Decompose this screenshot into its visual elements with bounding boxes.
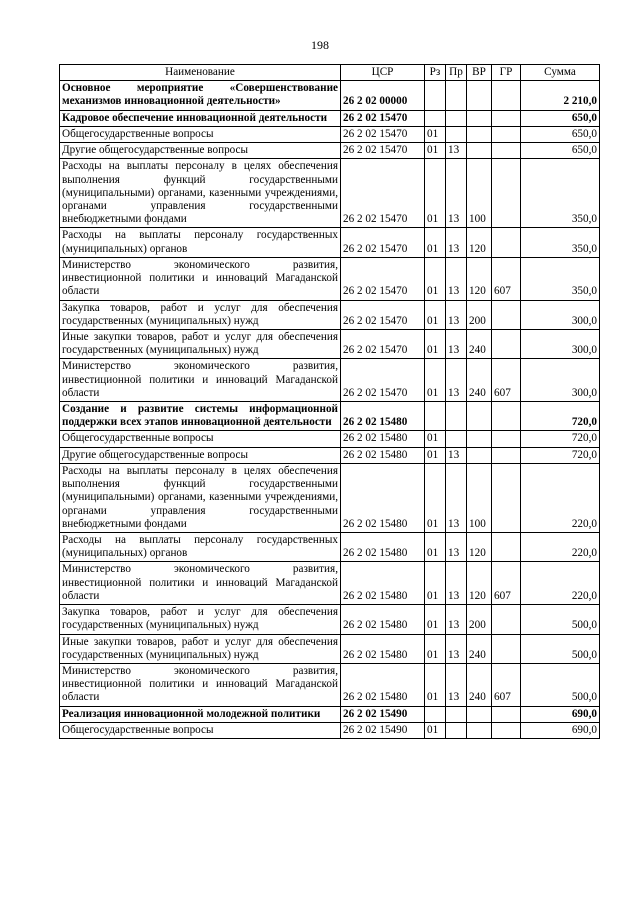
cell-vr <box>467 722 492 738</box>
cell-vr: 200 <box>467 605 492 634</box>
cell-gr <box>492 706 521 722</box>
cell-sum: 720,0 <box>521 431 600 447</box>
cell-name: Кадровое обеспечение инновационной деятельности <box>60 110 341 126</box>
table-row <box>60 402 600 431</box>
cell-csr: 26 2 02 15480 <box>341 634 425 663</box>
cell-sum: 500,0 <box>521 663 600 706</box>
cell-sum: 220,0 <box>521 562 600 605</box>
cell-gr: 607 <box>492 562 521 605</box>
cell-vr: 240 <box>467 634 492 663</box>
cell-csr: 26 2 02 15470 <box>341 329 425 358</box>
cell-rz: 01 <box>425 228 446 257</box>
cell-rz: 01 <box>425 431 446 447</box>
budget-table <box>59 64 600 739</box>
cell-gr <box>492 110 521 126</box>
cell-gr <box>492 533 521 562</box>
cell-csr: 26 2 02 15480 <box>341 562 425 605</box>
cell-name: Иные закупки товаров, работ и услуг для обеспечения государственных (муниципальных) нужд <box>60 329 341 358</box>
cell-vr: 240 <box>467 329 492 358</box>
cell-pr <box>446 402 467 431</box>
cell-vr <box>467 81 492 110</box>
cell-vr: 240 <box>467 663 492 706</box>
cell-gr <box>492 81 521 110</box>
cell-sum: 720,0 <box>521 447 600 463</box>
cell-gr <box>492 402 521 431</box>
table-row <box>60 663 600 706</box>
cell-csr: 26 2 02 00000 <box>341 81 425 110</box>
cell-sum: 220,0 <box>521 463 600 532</box>
cell-csr: 26 2 02 15480 <box>341 447 425 463</box>
cell-pr: 13 <box>446 300 467 329</box>
cell-csr: 26 2 02 15470 <box>341 257 425 300</box>
cell-pr: 13 <box>446 228 467 257</box>
header-gr: ГР <box>492 65 521 81</box>
cell-vr: 120 <box>467 533 492 562</box>
cell-vr <box>467 706 492 722</box>
cell-csr: 26 2 02 15480 <box>341 533 425 562</box>
cell-gr <box>492 634 521 663</box>
cell-csr: 26 2 02 15470 <box>341 126 425 142</box>
table-row <box>60 605 600 634</box>
cell-rz: 01 <box>425 722 446 738</box>
cell-pr: 13 <box>446 562 467 605</box>
cell-pr <box>446 431 467 447</box>
cell-pr: 13 <box>446 329 467 358</box>
cell-gr <box>492 329 521 358</box>
cell-vr: 200 <box>467 300 492 329</box>
cell-vr: 120 <box>467 228 492 257</box>
cell-csr: 26 2 02 15470 <box>341 300 425 329</box>
cell-gr <box>492 143 521 159</box>
cell-csr: 26 2 02 15480 <box>341 605 425 634</box>
table-row <box>60 562 600 605</box>
cell-pr <box>446 110 467 126</box>
table-row <box>60 257 600 300</box>
cell-pr <box>446 81 467 110</box>
table-row <box>60 300 600 329</box>
cell-name: Расходы на выплаты персоналу в целях обеспечения выполнения функций государственными (муниципальными) органами, казенными учреждениями, органами управления государственными внебюджетными фондами <box>60 463 341 532</box>
cell-csr: 26 2 02 15470 <box>341 110 425 126</box>
cell-sum: 220,0 <box>521 533 600 562</box>
cell-name: Расходы на выплаты персоналу государственных (муниципальных) органов <box>60 228 341 257</box>
cell-rz: 01 <box>425 605 446 634</box>
cell-sum: 720,0 <box>521 402 600 431</box>
header-name: Наименование <box>60 65 341 81</box>
cell-csr: 26 2 02 15480 <box>341 463 425 532</box>
cell-gr <box>492 722 521 738</box>
cell-pr: 13 <box>446 605 467 634</box>
header-csr: ЦСР <box>341 65 425 81</box>
cell-sum: 300,0 <box>521 329 600 358</box>
cell-vr <box>467 402 492 431</box>
cell-pr: 13 <box>446 533 467 562</box>
cell-vr <box>467 110 492 126</box>
cell-vr: 100 <box>467 463 492 532</box>
table-row <box>60 447 600 463</box>
cell-csr: 26 2 02 15480 <box>341 663 425 706</box>
cell-gr <box>492 431 521 447</box>
cell-gr: 607 <box>492 359 521 402</box>
cell-vr: 120 <box>467 562 492 605</box>
table-row <box>60 110 600 126</box>
header-sum: Сумма <box>521 65 600 81</box>
page-number: 198 <box>311 38 329 52</box>
cell-name: Расходы на выплаты персоналу государственных (муниципальных) органов <box>60 533 341 562</box>
cell-name: Закупка товаров, работ и услуг для обеспечения государственных (муниципальных) нужд <box>60 605 341 634</box>
cell-sum: 2 210,0 <box>521 81 600 110</box>
cell-name: Общегосударственные вопросы <box>60 722 341 738</box>
cell-gr <box>492 228 521 257</box>
table-row <box>60 359 600 402</box>
cell-vr: 240 <box>467 359 492 402</box>
cell-pr: 13 <box>446 447 467 463</box>
cell-rz <box>425 402 446 431</box>
cell-gr <box>492 159 521 228</box>
cell-gr <box>492 300 521 329</box>
cell-name: Реализация инновационной молодежной политики <box>60 706 341 722</box>
header-vr: ВР <box>467 65 492 81</box>
header-rz: Рз <box>425 65 446 81</box>
cell-sum: 300,0 <box>521 359 600 402</box>
cell-name: Расходы на выплаты персоналу в целях обеспечения выполнения функций государственными (муниципальными) органами, казенными учреждениями, органами управления государственными внебюджетными фондами <box>60 159 341 228</box>
cell-csr: 26 2 02 15470 <box>341 143 425 159</box>
cell-rz: 01 <box>425 359 446 402</box>
cell-rz: 01 <box>425 533 446 562</box>
cell-sum: 650,0 <box>521 110 600 126</box>
cell-rz: 01 <box>425 126 446 142</box>
cell-pr: 13 <box>446 257 467 300</box>
cell-sum: 650,0 <box>521 143 600 159</box>
cell-name: Другие общегосударственные вопросы <box>60 143 341 159</box>
cell-sum: 350,0 <box>521 159 600 228</box>
cell-rz <box>425 110 446 126</box>
cell-name: Министерство экономического развития, инвестиционной политики и инноваций Магаданской области <box>60 359 341 402</box>
cell-pr <box>446 706 467 722</box>
cell-rz: 01 <box>425 257 446 300</box>
cell-vr <box>467 447 492 463</box>
cell-vr <box>467 143 492 159</box>
cell-name: Министерство экономического развития, инвестиционной политики и инноваций Магаданской области <box>60 257 341 300</box>
cell-rz: 01 <box>425 300 446 329</box>
cell-sum: 350,0 <box>521 257 600 300</box>
table-row <box>60 706 600 722</box>
cell-rz: 01 <box>425 463 446 532</box>
cell-csr: 26 2 02 15470 <box>341 228 425 257</box>
cell-pr: 13 <box>446 663 467 706</box>
cell-csr: 26 2 02 15480 <box>341 431 425 447</box>
table-row <box>60 126 600 142</box>
cell-gr: 607 <box>492 663 521 706</box>
cell-csr: 26 2 02 15490 <box>341 722 425 738</box>
header-pr: Пр <box>446 65 467 81</box>
table-header-row <box>60 65 600 81</box>
cell-vr: 120 <box>467 257 492 300</box>
cell-sum: 690,0 <box>521 722 600 738</box>
table-row <box>60 463 600 532</box>
cell-sum: 500,0 <box>521 605 600 634</box>
table-body <box>60 81 600 739</box>
cell-rz: 01 <box>425 447 446 463</box>
cell-gr <box>492 605 521 634</box>
cell-pr: 13 <box>446 463 467 532</box>
cell-sum: 300,0 <box>521 300 600 329</box>
cell-name: Министерство экономического развития, инвестиционной политики и инноваций Магаданской области <box>60 562 341 605</box>
cell-name: Основное мероприятие «Совершенствование механизмов инновационной деятельности» <box>60 81 341 110</box>
cell-csr: 26 2 02 15470 <box>341 359 425 402</box>
cell-gr <box>492 447 521 463</box>
cell-name: Другие общегосударственные вопросы <box>60 447 341 463</box>
cell-rz: 01 <box>425 663 446 706</box>
table-row <box>60 431 600 447</box>
cell-name: Иные закупки товаров, работ и услуг для обеспечения государственных (муниципальных) нужд <box>60 634 341 663</box>
cell-rz: 01 <box>425 329 446 358</box>
table-row <box>60 228 600 257</box>
cell-rz <box>425 81 446 110</box>
cell-sum: 500,0 <box>521 634 600 663</box>
cell-name: Общегосударственные вопросы <box>60 431 341 447</box>
table-row <box>60 329 600 358</box>
cell-rz: 01 <box>425 159 446 228</box>
cell-rz: 01 <box>425 143 446 159</box>
cell-rz <box>425 706 446 722</box>
cell-gr <box>492 126 521 142</box>
cell-csr: 26 2 02 15490 <box>341 706 425 722</box>
cell-csr: 26 2 02 15480 <box>341 402 425 431</box>
cell-rz: 01 <box>425 634 446 663</box>
cell-gr <box>492 463 521 532</box>
table-row <box>60 533 600 562</box>
cell-pr: 13 <box>446 634 467 663</box>
cell-sum: 350,0 <box>521 228 600 257</box>
cell-name: Общегосударственные вопросы <box>60 126 341 142</box>
cell-vr <box>467 126 492 142</box>
cell-pr: 13 <box>446 359 467 402</box>
cell-sum: 650,0 <box>521 126 600 142</box>
cell-csr: 26 2 02 15470 <box>341 159 425 228</box>
table-row <box>60 634 600 663</box>
table-row <box>60 159 600 228</box>
table-row <box>60 722 600 738</box>
cell-pr <box>446 126 467 142</box>
cell-pr <box>446 722 467 738</box>
cell-vr: 100 <box>467 159 492 228</box>
table-row <box>60 143 600 159</box>
cell-name: Создание и развитие системы информационной поддержки всех этапов инновационной деятельности <box>60 402 341 431</box>
cell-gr: 607 <box>492 257 521 300</box>
cell-vr <box>467 431 492 447</box>
cell-pr: 13 <box>446 143 467 159</box>
cell-name: Министерство экономического развития, инвестиционной политики и инноваций Магаданской области <box>60 663 341 706</box>
cell-name: Закупка товаров, работ и услуг для обеспечения государственных (муниципальных) нужд <box>60 300 341 329</box>
cell-sum: 690,0 <box>521 706 600 722</box>
cell-pr: 13 <box>446 159 467 228</box>
table-row <box>60 81 600 110</box>
cell-rz: 01 <box>425 562 446 605</box>
